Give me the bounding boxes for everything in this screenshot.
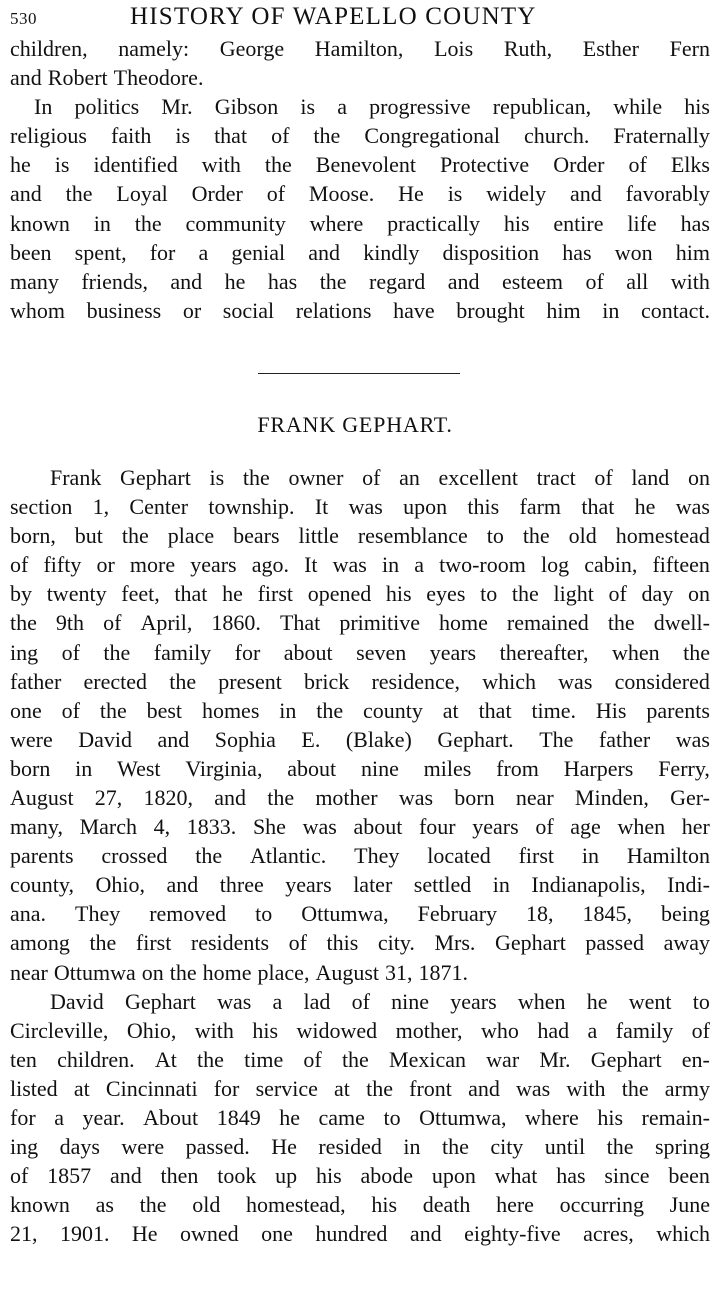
text-line: born in West Virginia, about nine miles from Harpers Ferry,: [10, 755, 710, 781]
text-line: religious faith is that of the Congregational church. Fraternally: [10, 123, 710, 149]
text-line: and Robert Theodore.: [10, 65, 204, 91]
text-line: county, Ohio, and three years later settled in Indianapolis, Indi-: [10, 872, 710, 898]
text-line: of fifty or more years ago. It was in a two-room log cabin, fifteen: [10, 552, 710, 578]
text-line: by twenty feet, that he first opened his eyes to the light of day on: [10, 581, 710, 607]
text-line: known as the old homestead, his death here occurring June: [10, 1192, 710, 1218]
text-line: many friends, and he has the regard and esteem of all with: [10, 268, 710, 294]
text-line: among the first residents of this city. Mrs. Gephart passed away: [10, 930, 710, 956]
text-line: In politics Mr. Gibson is a progressive republican, while his: [34, 94, 710, 120]
text-line: whom business or social relations have brought him in contact.: [10, 297, 710, 323]
biography-paragraph-1: [10, 463, 710, 987]
politics-paragraph: [10, 92, 710, 325]
text-line: ana. They removed to Ottumwa, February 18, 1845, being: [10, 901, 710, 927]
text-line: and the Loyal Order of Moose. He is widely and favorably: [10, 181, 710, 207]
text-line: many, March 4, 1833. She was about four years of age when her: [10, 814, 710, 840]
text-line: ing of the family for about seven years thereafter, when the: [10, 639, 710, 665]
text-line: near Ottumwa on the home place, August 31, 1871.: [10, 959, 468, 985]
text-line: born, but the place bears little resemblance to the old homestead: [10, 523, 710, 549]
text-line: ing days were passed. He resided in the city until the spring: [10, 1134, 710, 1160]
section-heading: FRANK GEPHART.: [257, 411, 453, 437]
text-line: of 1857 and then took up his abode upon what has since been: [10, 1163, 710, 1189]
text-line: father erected the present brick residence, which was considered: [10, 668, 710, 694]
text-line: parents crossed the Atlantic. They located first in Hamilton: [10, 843, 710, 869]
book-page: [10, 0, 710, 1248]
text-line: one of the best homes in the county at that time. His parents: [10, 697, 710, 723]
text-line: for a year. About 1849 he came to Ottumwa, where his remain-: [10, 1105, 710, 1130]
biography-paragraph-2: [10, 987, 710, 1249]
page-number: 530: [10, 9, 37, 28]
section-divider-rule: [258, 373, 460, 374]
text-line: known in the community where practically his entire life has: [10, 210, 710, 236]
text-line: the 9th of April, 1860. That primitive home remained the dwell-: [10, 610, 710, 636]
book-title: HISTORY OF WAPELLO COUNTY: [130, 3, 537, 30]
text-line: he is identified with the Benevolent Protective Order of Elks: [10, 152, 710, 178]
text-line: 21, 1901. He owned one hundred and eighty-five acres, which: [10, 1221, 710, 1247]
text-line: Frank Gephart is the owner of an excellent tract of land on: [50, 464, 710, 490]
text-line: August 27, 1820, and the mother was born near Minden, Ger-: [10, 784, 710, 810]
text-line: listed at Cincinnati for service at the front and was with the army: [10, 1075, 710, 1101]
text-line: ten children. At the time of the Mexican war Mr. Gephart en-: [10, 1046, 710, 1072]
text-line: been spent, for a genial and kindly disposition has won him: [10, 239, 710, 265]
running-head: [10, 0, 710, 34]
text-line: children, namely: George Hamilton, Lois Ruth, Esther Fern: [10, 36, 710, 61]
text-line: were David and Sophia E. (Blake) Gephart. The father was: [10, 726, 710, 752]
intro-paragraph: [10, 34, 710, 92]
text-line: Circleville, Ohio, with his widowed mother, who had a family of: [10, 1017, 710, 1043]
text-line: section 1, Center township. It was upon this farm that he was: [10, 494, 710, 520]
text-line: David Gephart was a lad of nine years when he went to: [50, 988, 710, 1014]
